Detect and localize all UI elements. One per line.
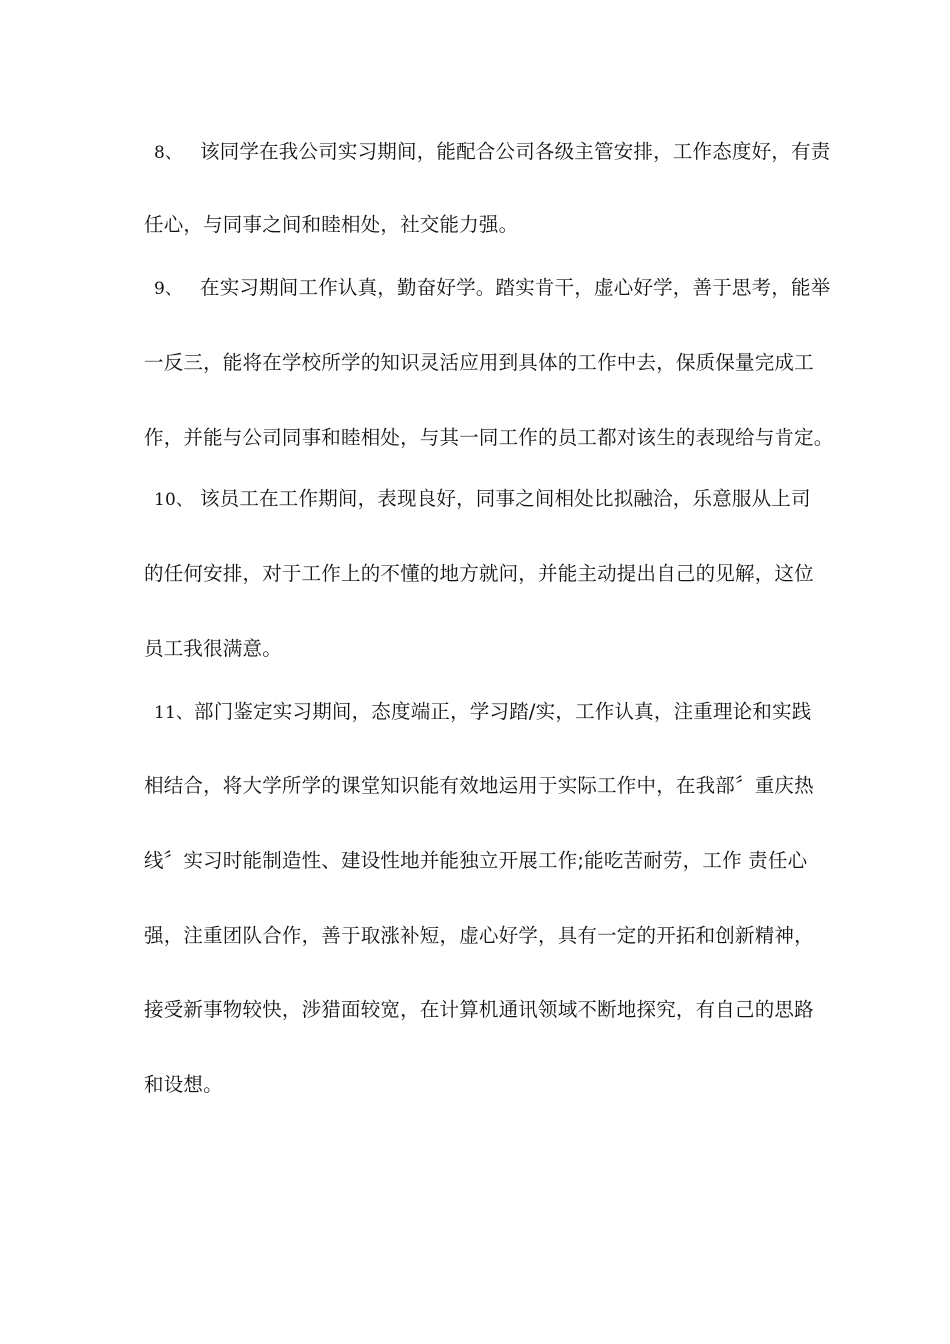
item-8-line-1: [144, 139, 831, 166]
paragraph-text: 的任何安排，对于工作上的不懂的地方就问，并能主动提出自己的见解，这位: [144, 562, 814, 585]
paragraph-text: 部门鉴定实习期间，态度端正，学习踏/实，工作认真，注重理论和实践: [194, 700, 812, 723]
item-11-line-2: [144, 773, 812, 799]
paragraph-text: 员工我很满意。: [144, 637, 282, 660]
item-number: 10、: [154, 490, 194, 510]
item-11-line-1: [144, 699, 822, 726]
item-11-line-6: [144, 1072, 812, 1098]
item-10-line-1: [144, 486, 822, 513]
paragraph-text: 和设想。: [144, 1073, 223, 1096]
paragraph-text: 任心，与同事之间和睦相处，社交能力强。: [144, 213, 519, 236]
paragraph-text: 在实习期间工作认真，勤奋好学。踏实肯干，虚心好学，善于思考，能举: [200, 276, 831, 299]
item-9-line-2: [144, 350, 812, 376]
item-number: 8、: [154, 143, 183, 163]
paragraph-text: 线〞实习时能制造性、建设性地并能独立开展工作;能吃苦耐劳，工作 责任心: [144, 849, 808, 872]
item-10-line-2: [144, 561, 812, 587]
item-11-line-5: [144, 997, 812, 1023]
paragraph-text: 强，注重团队合作，善于取涨补短，虚心好学，具有一定的开拓和创新精神，: [144, 924, 814, 947]
item-8-line-2: [144, 212, 812, 238]
item-11-line-3: [144, 848, 812, 874]
item-11-line-4: [144, 923, 812, 949]
item-10-line-3: [144, 636, 812, 662]
item-number: 11、: [154, 703, 194, 723]
paragraph-text: 一反三，能将在学校所学的知识灵活应用到具体的工作中去，保质保量完成工: [144, 351, 814, 374]
item-9-line-1: [144, 275, 831, 302]
paragraph-text: 该员工在工作期间，表现良好，同事之间相处比拟融洽，乐意服从上司: [200, 487, 811, 510]
item-number: 9、: [154, 279, 183, 299]
paragraph-text: 接受新事物较快，涉猎面较宽，在计算机通讯领域不断地探究，有自己的思路: [144, 998, 814, 1021]
item-9-line-3: [144, 425, 834, 451]
paragraph-text: 该同学在我公司实习期间，能配合公司各级主管安排，工作态度好，有责: [200, 140, 831, 163]
paragraph-text: 作，并能与公司同事和睦相处，与其一同工作的员工都对该生的表现给与肯定。: [144, 426, 834, 449]
paragraph-text: 相结合，将大学所学的课堂知识能有效地运用于实际工作中，在我部〞重庆热: [144, 774, 814, 797]
